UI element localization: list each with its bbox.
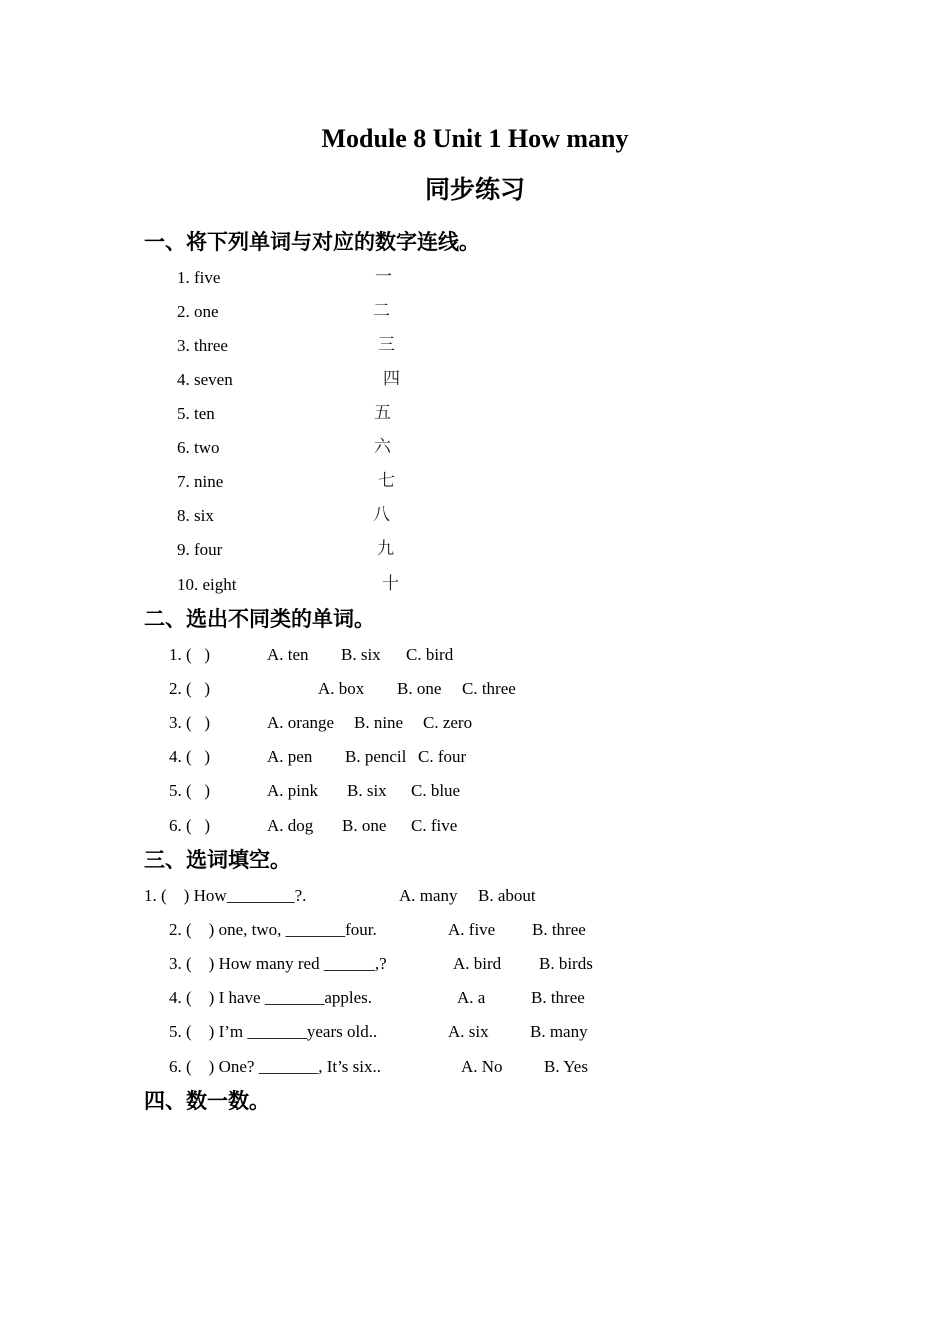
numeral-item: 六 <box>374 437 391 457</box>
option-c: C. blue <box>411 781 461 800</box>
question-number: 5. ( ) <box>169 781 211 800</box>
option-a: A. a <box>457 988 486 1007</box>
option-c: C. zero <box>423 713 473 732</box>
question-number: 4. ( ) <box>169 747 211 766</box>
option-b: B. nine <box>354 713 404 732</box>
section-1-heading: 一、将下列单词与对应的数字连线。 <box>144 230 480 254</box>
numeral-item: 九 <box>377 539 394 559</box>
fill-question: 1. ( ) How________?. <box>144 886 307 905</box>
option-a: A. bird <box>453 954 502 973</box>
option-b: B. six <box>347 781 387 800</box>
word-item: 2. one <box>177 302 219 321</box>
page-subtitle: 同步练习 <box>424 175 525 204</box>
page-title: Module 8 Unit 1 How many <box>321 124 629 153</box>
option-b: B. many <box>530 1022 588 1041</box>
option-a: A. five <box>448 920 496 939</box>
numeral-item: 五 <box>374 403 391 423</box>
fill-question: 3. ( ) How many red ______,? <box>169 954 387 973</box>
numeral-item: 四 <box>383 369 400 389</box>
option-a: A. box <box>318 679 365 698</box>
option-b: B. six <box>341 645 381 664</box>
word-item: 3. three <box>177 336 228 355</box>
fill-question: 6. ( ) One? _______, It’s six.. <box>169 1057 382 1076</box>
fill-question: 5. ( ) I’m _______years old.. <box>169 1022 378 1041</box>
word-item: 5. ten <box>177 404 215 423</box>
option-c: C. three <box>462 679 516 698</box>
word-item: 1. five <box>177 268 221 287</box>
option-c: C. five <box>411 816 458 835</box>
word-item: 7. nine <box>177 472 224 491</box>
word-item: 9. four <box>177 540 223 559</box>
section-2-heading: 二、选出不同类的单词。 <box>144 607 375 631</box>
option-a: A. dog <box>267 816 314 835</box>
option-b: B. birds <box>539 954 593 973</box>
option-c: C. bird <box>406 645 454 664</box>
section-3-heading: 三、选词填空。 <box>144 848 291 872</box>
question-number: 3. ( ) <box>169 713 211 732</box>
option-b: B. three <box>531 988 585 1007</box>
option-a: A. pen <box>267 747 313 766</box>
numeral-item: 七 <box>378 471 395 491</box>
word-item: 4. seven <box>177 370 233 389</box>
fill-question: 4. ( ) I have _______apples. <box>169 988 373 1007</box>
option-a: A. No <box>461 1057 503 1076</box>
option-b: B. one <box>397 679 442 698</box>
numeral-item: 三 <box>378 335 395 355</box>
numeral-item: 一 <box>375 267 392 287</box>
option-b: B. Yes <box>544 1057 588 1076</box>
word-item: 10. eight <box>177 575 237 594</box>
numeral-item: 八 <box>373 505 390 525</box>
option-a: A. many <box>399 886 458 905</box>
option-a: A. six <box>448 1022 489 1041</box>
option-c: C. four <box>418 747 467 766</box>
option-a: A. pink <box>267 781 318 800</box>
question-number: 6. ( ) <box>169 816 211 835</box>
option-b: B. about <box>478 886 536 905</box>
word-item: 6. two <box>177 438 220 457</box>
option-b: B. three <box>532 920 586 939</box>
question-number: 1. ( ) <box>169 645 211 664</box>
section-4-heading: 四、数一数。 <box>144 1089 270 1113</box>
numeral-item: 二 <box>373 301 390 321</box>
word-item: 8. six <box>177 506 214 525</box>
fill-question: 2. ( ) one, two, _______four. <box>169 920 377 939</box>
option-a: A. orange <box>267 713 335 732</box>
numeral-item: 十 <box>382 574 399 594</box>
question-number: 2. ( ) <box>169 679 211 698</box>
option-b: B. pencil <box>345 747 407 766</box>
option-b: B. one <box>342 816 387 835</box>
option-a: A. ten <box>267 645 309 664</box>
